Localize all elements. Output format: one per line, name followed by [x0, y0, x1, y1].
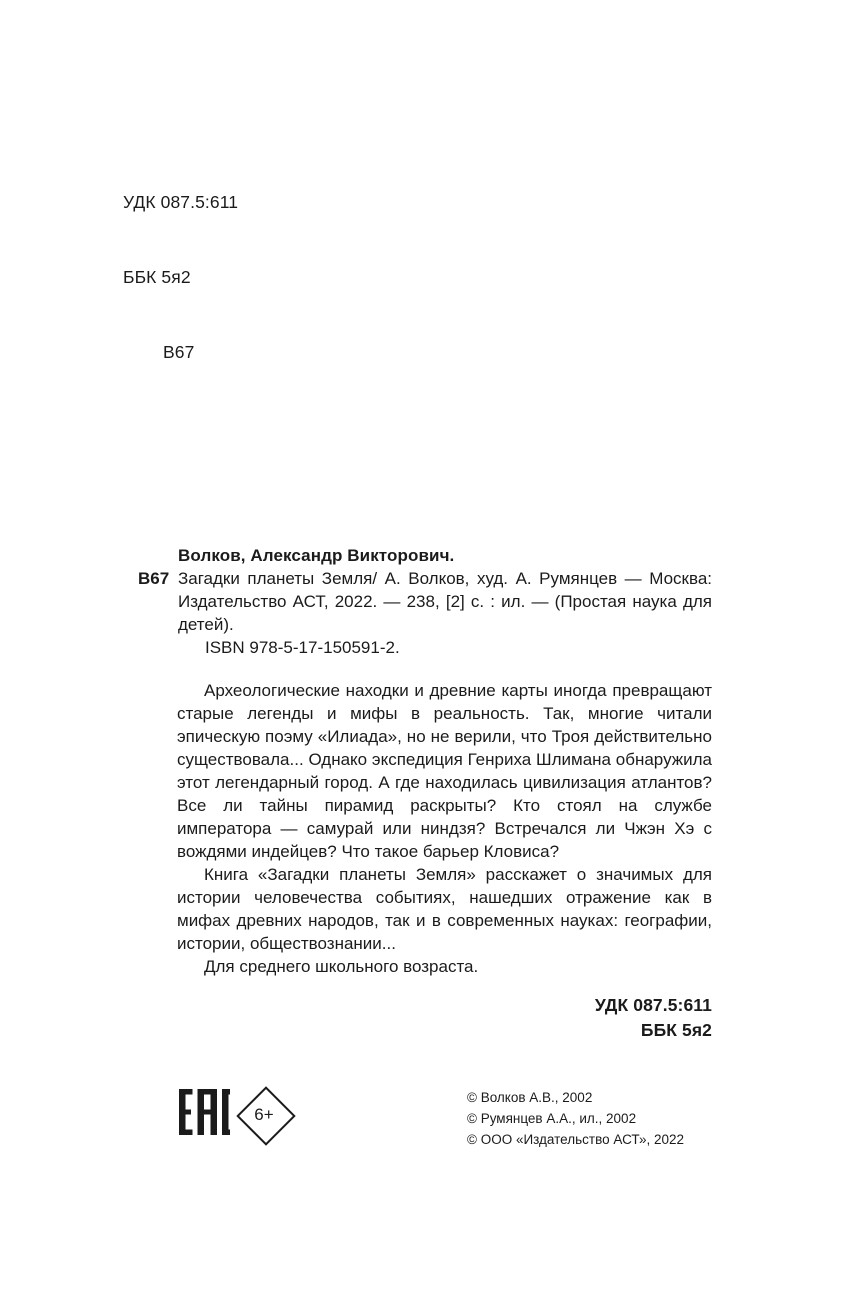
isbn-line: ISBN 978-5-17-150591-2.: [205, 638, 400, 657]
marks-row: [178, 1086, 292, 1142]
classification-bottom-block: [412, 993, 712, 1043]
annotation-block: [177, 679, 712, 978]
age-rating-badge: [236, 1086, 292, 1142]
record-entry: [138, 567, 712, 636]
age-rating-label: 6+: [254, 1104, 274, 1124]
copyright-block: [467, 1087, 684, 1150]
shelfmark-top: В67: [163, 342, 195, 362]
copyright-line: © ООО «Издательство АСТ», 2022: [467, 1132, 685, 1147]
record-shelfmark: В67: [138, 569, 170, 588]
udk-code-top: УДК 087.5:611: [123, 192, 239, 212]
eac-conformity-icon: [178, 1089, 230, 1140]
bbk-code-top: ББК 5я2: [123, 267, 191, 287]
annotation-paragraph: Для среднего школьного возраста.: [204, 957, 479, 976]
bibliographic-record: [138, 544, 712, 659]
udk-code-bottom: УДК 087.5:611: [594, 995, 712, 1015]
classification-top-block: [123, 140, 238, 415]
record-author: Волков, Александр Викторович.: [178, 546, 455, 565]
annotation-paragraph: Книга «Загадки планеты Земля» расскажет о значимых для истории человечества событиях, нашедших отражение как в мифах древних народов, так и в современных науках: географии, истории, обществознании...: [177, 865, 712, 953]
copyright-line: © Волков А.В., 2002: [467, 1090, 593, 1105]
bbk-code-bottom: ББК 5я2: [640, 1020, 712, 1040]
annotation-paragraph: Археологические находки и древние карты иногда превращают старые легенды и мифы в реальность. Так, многие читали эпическую поэму «Илиада», но не верили, что Троя действительно существовала... Однако экспедиция Генриха Шлимана обнаружила этот легендарный город. А где находилась цивилизация атлантов? Все ли тайны пирамид раскрыты? Кто стоял на службе императора — самурай или ниндзя? Встречался ли Чжэн Хэ с вождями индейцев? Что такое барьер Кловиса?: [177, 681, 712, 861]
copyright-line: © Румянцев А.А., ил., 2002: [467, 1111, 637, 1126]
record-description: Загадки планеты Земля/ А. Волков, худ. А. Румянцев — Москва: Издательство АСТ, 2022. — 238, [2] с. : ил. — (Простая наука для детей).: [178, 569, 712, 634]
